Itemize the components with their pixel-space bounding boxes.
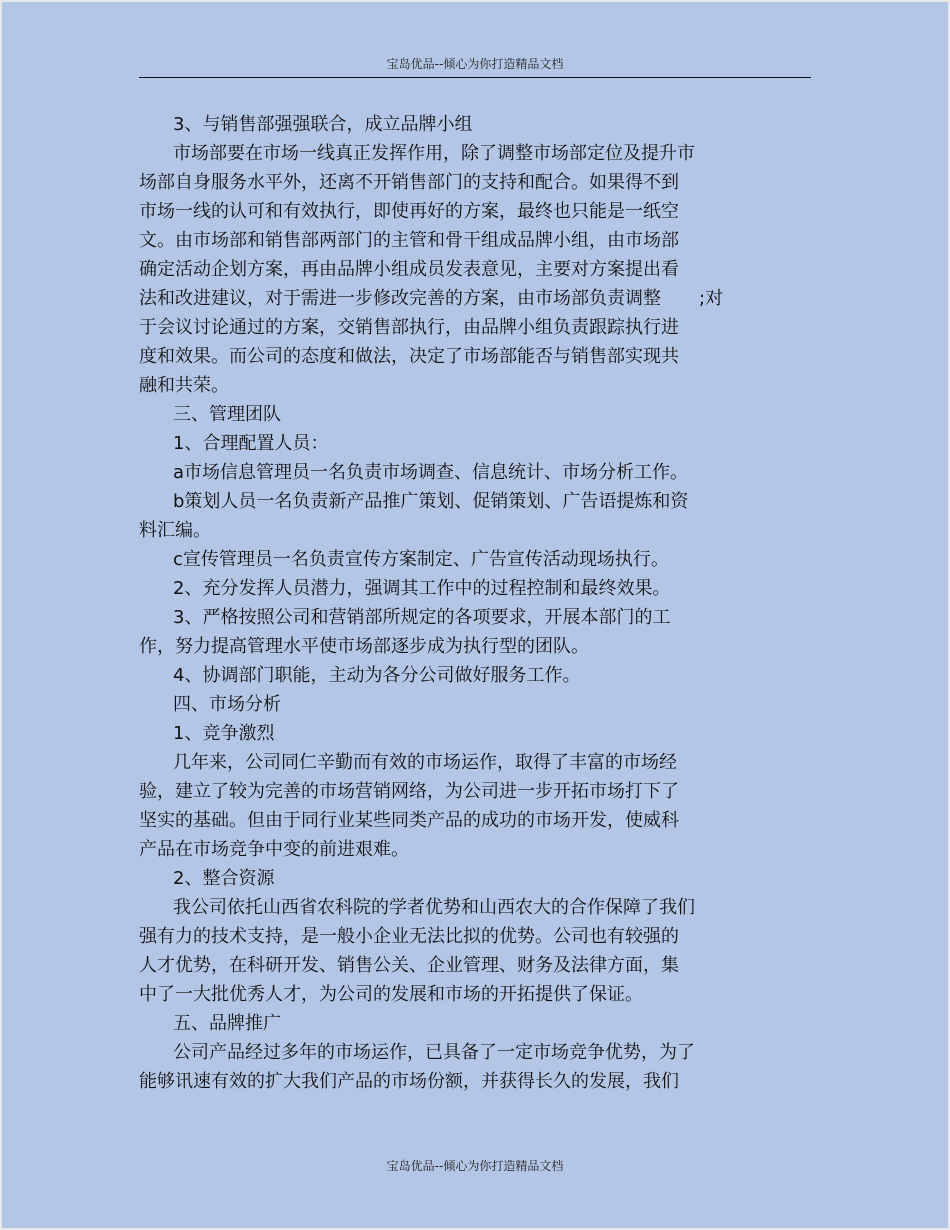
paragraph-line: 人才优势，在科研开发、销售公关、企业管理、财务及法律方面，集 — [139, 955, 679, 976]
paragraph-line: 中了一大批优秀人才，为公司的发展和市场的开拓提供了保证。 — [139, 984, 643, 1005]
paragraph-line: 度和效果。而公司的态度和做法，决定了市场部能否与销售部实现共 — [139, 346, 679, 367]
paragraph-line: 我公司依托山西省农科院的学者优势和山西农大的合作保障了我们 — [173, 897, 695, 918]
list-item: 4、协调部门职能，主动为各分公司做好服务工作。 — [173, 665, 581, 686]
paragraph-line-part: ;对 — [699, 288, 724, 309]
subheading-line: 1、合理配置人员： — [173, 433, 329, 454]
section-heading: 四、市场分析 — [173, 694, 281, 715]
list-item: 2、充分发挥人员潜力，强调其工作中的过程控制和最终效果。 — [173, 578, 671, 599]
header-rule — [139, 77, 811, 78]
paragraph-line: 料汇编。 — [139, 520, 211, 541]
paragraph-line: 作，努力提高管理水平使市场部逐步成为执行型的团队。 — [139, 636, 589, 657]
paragraph-line: 文。由市场部和销售部两部门的主管和骨干组成品牌小组，由市场部 — [139, 230, 679, 251]
section-heading: 三、管理团队 — [173, 404, 281, 425]
document-body — [139, 110, 799, 1096]
list-item: b策划人员一名负责新产品推广策划、促销策划、广告语提炼和资 — [173, 491, 689, 512]
paragraph-line: 强有力的技术支持，是一般小企业无法比拟的优势。公司也有较强的 — [139, 926, 679, 947]
paragraph-line: 融和共荣。 — [139, 375, 229, 396]
paragraph-line: 公司产品经过多年的市场运作，已具备了一定市场竞争优势，为了 — [173, 1042, 695, 1063]
paragraph-line: 验，建立了较为完善的市场营销网络，为公司进一步开拓市场打下了 — [139, 781, 679, 802]
paragraph-line-part: 法和改进建议，对于需进一步修改完善的方案，由市场部负责调整 — [139, 288, 661, 309]
page-footer: 宝岛优品--倾心为你打造精品文档 — [386, 1159, 564, 1173]
paragraph-line: 于会议讨论通过的方案，交销售部执行，由品牌小组负责跟踪执行进 — [139, 317, 679, 338]
list-item: c宣传管理员一名负责宣传方案制定、广告宣传活动现场执行。 — [173, 549, 669, 570]
paragraph-line: 能够讯速有效的扩大我们产品的市场份额，并获得长久的发展，我们 — [139, 1071, 679, 1092]
subheading-line: 1、竞争激烈 — [173, 723, 275, 744]
paragraph-line: 市场部要在市场一线真正发挥作用，除了调整市场部定位及提升市 — [173, 143, 695, 164]
page-header: 宝岛优品--倾心为你打造精品文档 — [386, 57, 564, 71]
subheading-line: 3、与销售部强强联合，成立品牌小组 — [173, 114, 473, 135]
section-heading: 五、品牌推广 — [173, 1013, 281, 1034]
subheading-line: 2、整合资源 — [173, 868, 275, 889]
paragraph-line: 场部自身服务水平外，还离不开销售部门的支持和配合。如果得不到 — [139, 172, 679, 193]
list-item: 3、严格按照公司和营销部所规定的各项要求，开展本部门的工 — [173, 607, 671, 628]
paragraph-line: 几年来，公司同仁辛勤而有效的市场运作，取得了丰富的市场经 — [173, 752, 677, 773]
paragraph-line — [139, 284, 799, 313]
paragraph-line: 市场一线的认可和有效执行，即使再好的方案，最终也只能是一纸空 — [139, 201, 679, 222]
paragraph-line: 坚实的基础。但由于同行业某些同类产品的成功的市场开发，使威科 — [139, 810, 679, 831]
paragraph-line: 确定活动企划方案，再由品牌小组成员发表意见，主要对方案提出看 — [139, 259, 679, 280]
paragraph-line: 产品在市场竞争中变的前进艰难。 — [139, 839, 409, 860]
list-item: a市场信息管理员一名负责市场调查、信息统计、市场分析工作。 — [173, 462, 689, 483]
